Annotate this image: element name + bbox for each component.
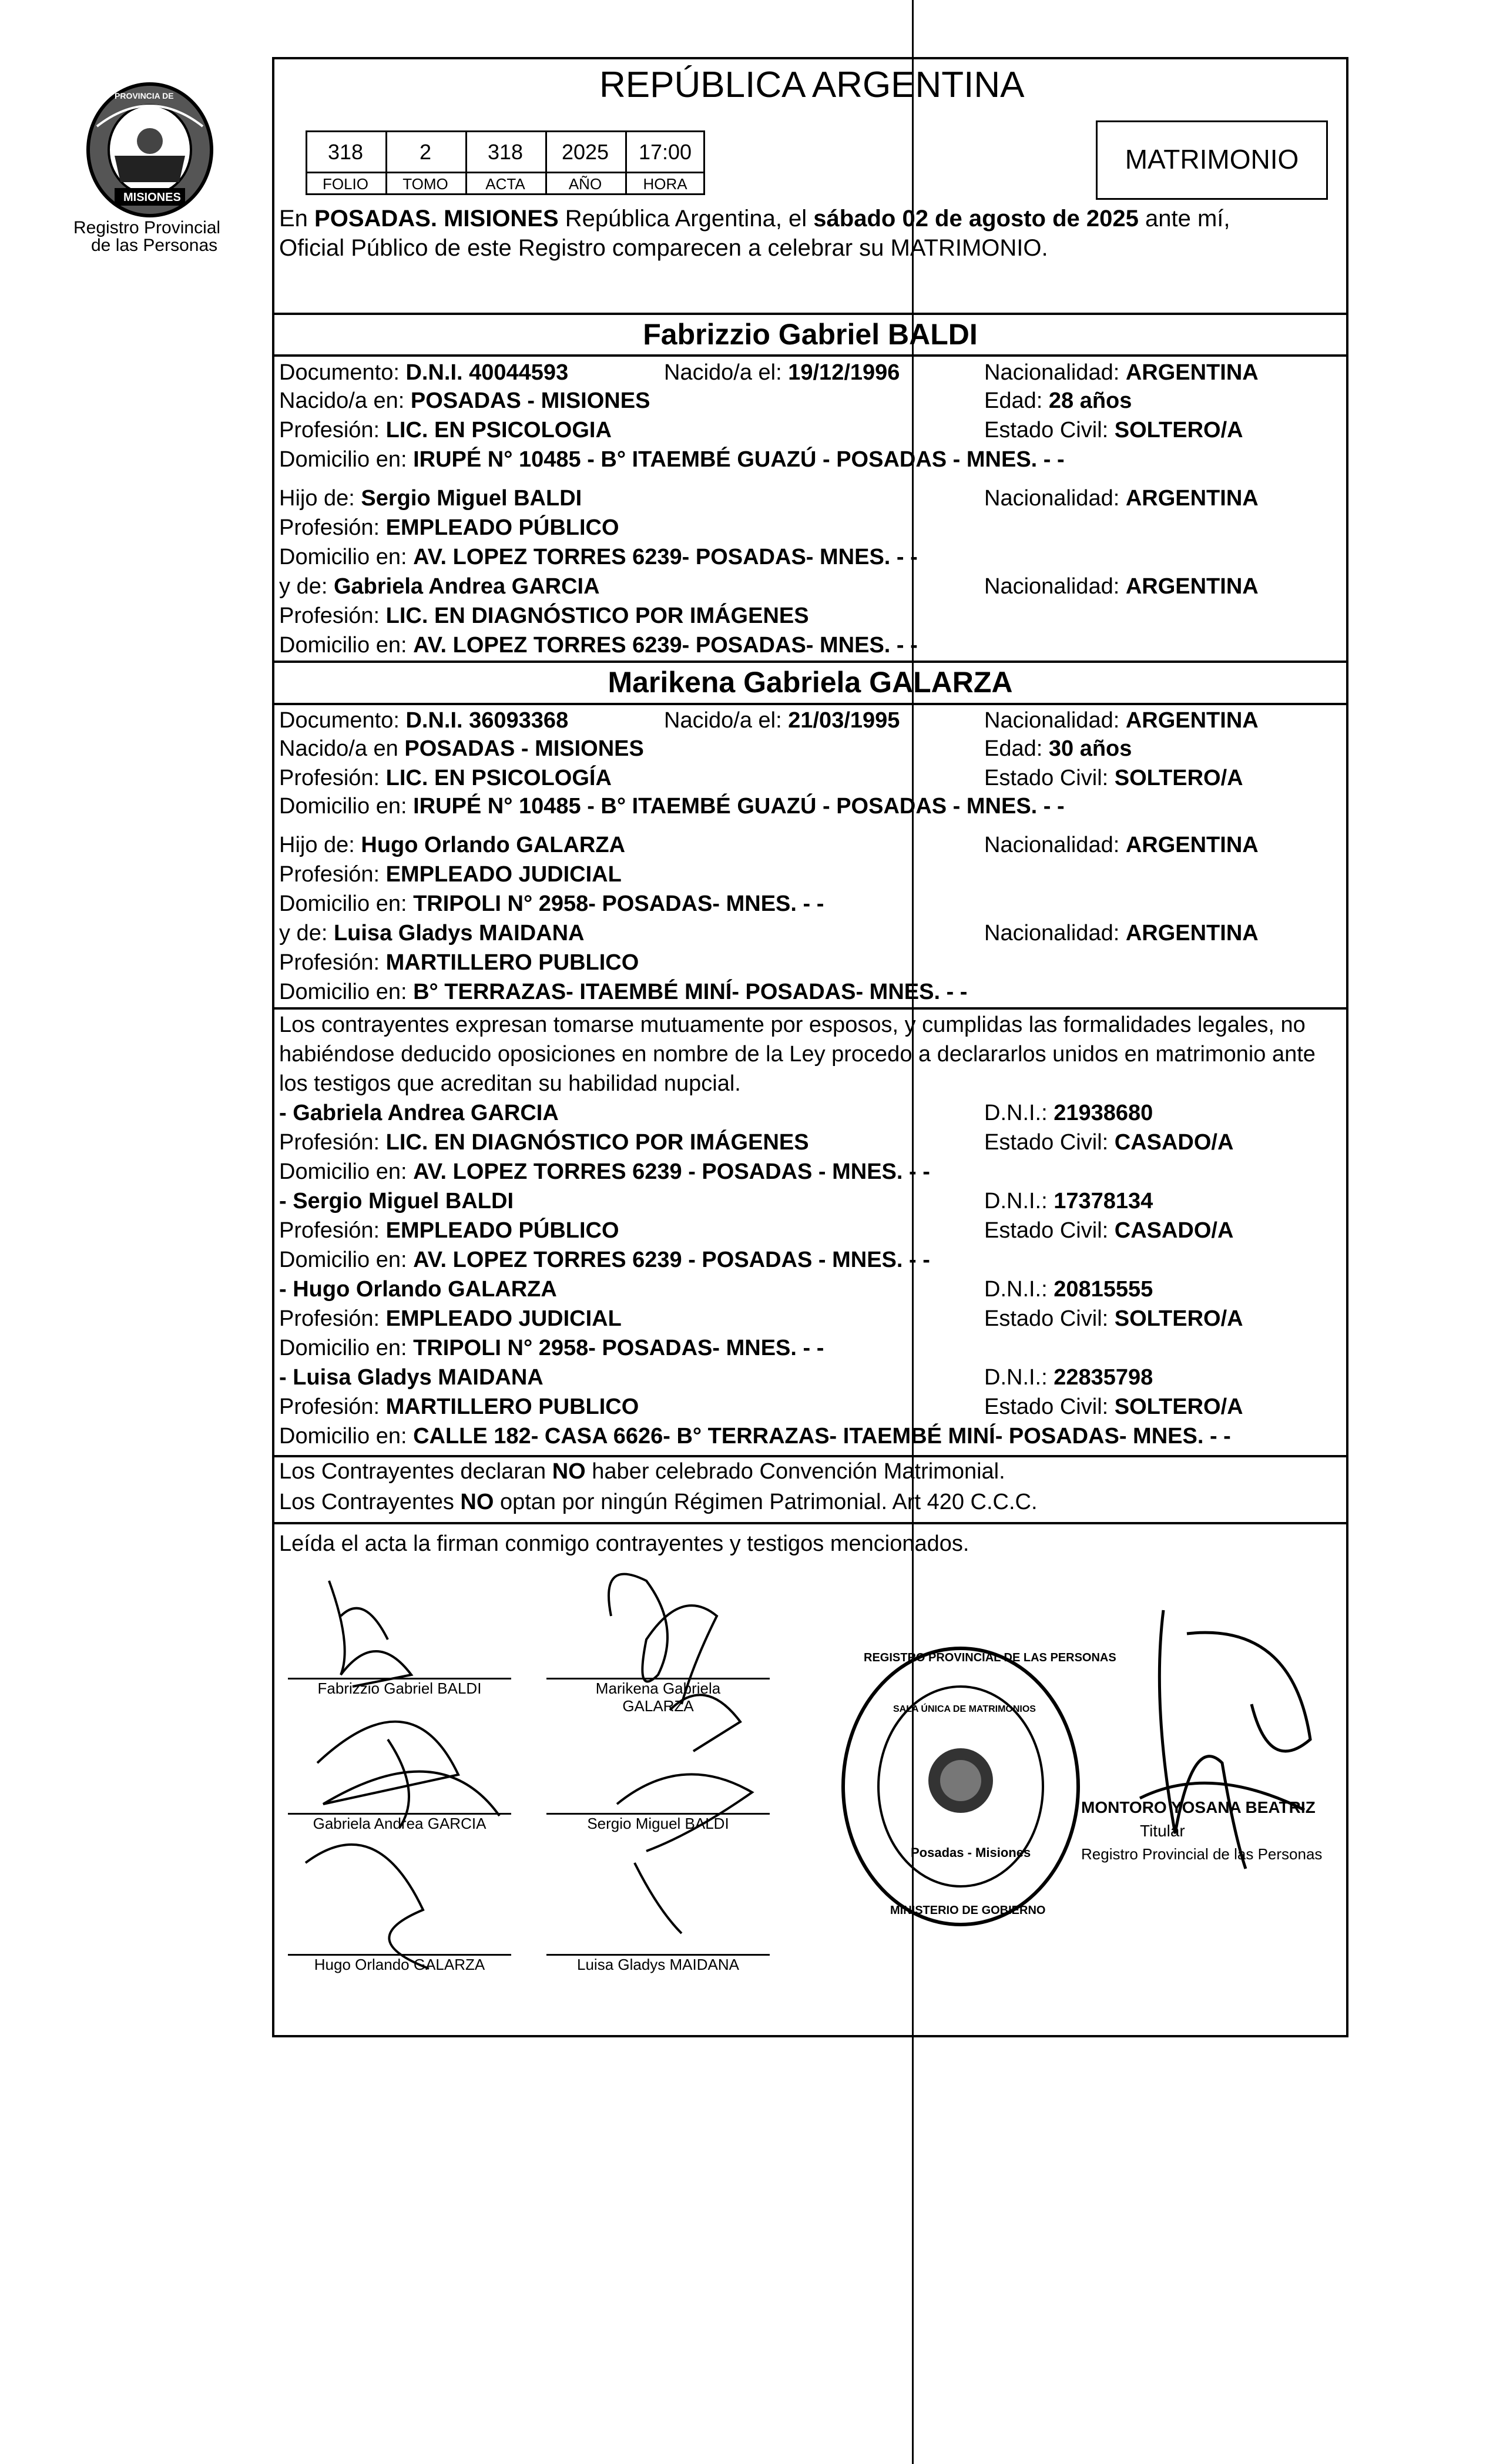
sig-witness-3: Hugo Orlando GALARZA — [314, 1956, 485, 1973]
bride-father-nationality: Nacionalidad: ARGENTINA — [984, 833, 1259, 857]
declaration-line-2: habiéndose deducido oposiciones en nombre de la Ley procedo a declararlos unidos en matrimonio ante — [279, 1042, 1316, 1067]
groom-mother-address: Domicilio en: AV. LOPEZ TORRES 6239- POSADAS- MNES. - - — [279, 633, 918, 658]
witness-2-name: - Sergio Miguel BALDI — [279, 1189, 514, 1213]
witness-4-civil: Estado Civil: SOLTERO/A — [984, 1394, 1243, 1419]
groom-mother: y de: Gabriela Andrea GARCIA — [279, 574, 600, 599]
convention-line-1: Los Contrayentes declaran NO haber celebrado Convención Matrimonial. — [279, 1459, 1005, 1484]
witness-2-civil: Estado Civil: CASADO/A — [984, 1218, 1234, 1243]
groom-father-nationality: Nacionalidad: ARGENTINA — [984, 486, 1259, 511]
witness-3-profession: Profesión: EMPLEADO JUDICIAL — [279, 1306, 622, 1331]
witness-3-civil: Estado Civil: SOLTERO/A — [984, 1306, 1243, 1331]
groom-profession: Profesión: LIC. EN PSICOLOGIA — [279, 418, 612, 442]
bride-address: Domicilio en: IRUPÉ N° 10485 - B° ITAEMBÉ GUAZÚ - POSADAS - MNES. - - — [279, 794, 1065, 819]
closing-text: Leída el acta la firman conmigo contrayentes y testigos mencionados. — [279, 1531, 969, 1556]
sig-witness-1: Gabriela Andrea GARCIA — [313, 1815, 487, 1832]
groom-father-address: Domicilio en: AV. LOPEZ TORRES 6239- POSADAS- MNES. - - — [279, 545, 918, 569]
sig-witness-2: Sergio Miguel BALDI — [587, 1815, 729, 1832]
groom-age: Edad: 28 años — [984, 388, 1132, 413]
page-title: REPÚBLICA ARGENTINA — [599, 65, 1025, 105]
divider — [272, 1522, 1348, 1524]
bride-mother-profession: Profesión: MARTILLERO PUBLICO — [279, 950, 639, 975]
witness-1-address: Domicilio en: AV. LOPEZ TORRES 6239 - POSADAS - MNES. - - — [279, 1159, 930, 1184]
groom-address: Domicilio en: IRUPÉ N° 10485 - B° ITAEMBÉ GUAZÚ - POSADAS - MNES. - - — [279, 447, 1065, 472]
witness-1-profession: Profesión: LIC. EN DIAGNÓSTICO POR IMÁGENES — [279, 1130, 809, 1155]
groom-nationality: Nacionalidad: ARGENTINA — [984, 360, 1259, 385]
witness-2-profession: Profesión: EMPLEADO PÚBLICO — [279, 1218, 619, 1243]
groom-father-profession: Profesión: EMPLEADO PÚBLICO — [279, 515, 619, 540]
tomo-label: TOMO — [402, 175, 448, 193]
sig-witness-4: Luisa Gladys MAIDANA — [577, 1956, 739, 1973]
tomo-value: 2 — [419, 140, 432, 164]
official-seal-icon — [834, 1640, 1087, 1933]
groom-father: Hijo de: Sergio Miguel BALDI — [279, 486, 582, 511]
witness-1-dni: D.N.I.: 21938680 — [984, 1101, 1153, 1125]
divider — [272, 661, 1348, 663]
bride-age: Edad: 30 años — [984, 736, 1132, 761]
bride-mother-nationality: Nacionalidad: ARGENTINA — [984, 921, 1259, 946]
witness-4-dni: D.N.I.: 22835798 — [984, 1365, 1153, 1390]
witness-3-name: - Hugo Orlando GALARZA — [279, 1277, 557, 1302]
witness-1-civil: Estado Civil: CASADO/A — [984, 1130, 1234, 1155]
acta-value: 318 — [487, 140, 524, 164]
declaration-line-3: los testigos que acreditan su habilidad nupcial. — [279, 1071, 741, 1096]
witness-2-dni: D.N.I.: 17378134 — [984, 1189, 1153, 1213]
logo-arc-bottom: MISIONES — [123, 191, 181, 204]
groom-mother-nationality: Nacionalidad: ARGENTINA — [984, 574, 1259, 599]
intro-line-1: En POSADAS. MISIONES República Argentina, el sábado 02 de agosto de 2025 ante mí, — [279, 206, 1230, 232]
sig-bride-1: Marikena Gabriela — [595, 1679, 721, 1697]
groom-birthplace: Nacido/a en: POSADAS - MISIONES — [279, 388, 650, 413]
logo-arc-top: PROVINCIA DE — [115, 91, 174, 100]
bride-mother-address: Domicilio en: B° TERRAZAS- ITAEMBÉ MINÍ- POSADAS- MNES. - - — [279, 980, 968, 1004]
seal-bottom-text: MINISTERIO DE GOBIERNO — [890, 1904, 1046, 1917]
fold-line — [912, 0, 914, 2464]
acta-label: ACTA — [485, 175, 525, 193]
divider — [272, 1007, 1348, 1010]
bride-father-address: Domicilio en: TRIPOLI N° 2958- POSADAS- MNES. - - — [279, 891, 824, 916]
bride-civil: Estado Civil: SOLTERO/A — [984, 766, 1243, 790]
groom-mother-profession: Profesión: LIC. EN DIAGNÓSTICO POR IMÁGENES — [279, 604, 809, 628]
bride-nationality: Nacionalidad: ARGENTINA — [984, 708, 1259, 733]
divider — [272, 1455, 1348, 1457]
groom-civil: Estado Civil: SOLTERO/A — [984, 418, 1243, 442]
divider — [272, 354, 1348, 357]
witness-4-name: - Luisa Gladys MAIDANA — [279, 1365, 544, 1390]
anio-label: AÑO — [568, 175, 602, 193]
seal-inner-text: SALA ÚNICA DE MATRIMONIOS — [893, 1704, 1036, 1714]
divider — [272, 703, 1348, 705]
provincial-logo — [73, 79, 221, 255]
witness-2-address: Domicilio en: AV. LOPEZ TORRES 6239 - POSADAS - MNES. - - — [279, 1248, 930, 1272]
intro-line-2: Oficial Público de este Registro comparecen a celebrar su MATRIMONIO. — [279, 235, 1048, 261]
witness-1-name: - Gabriela Andrea GARCIA — [279, 1101, 559, 1125]
officer-stamp-line-1: MONTORO YOSANA BEATRIZ — [1081, 1798, 1316, 1816]
anio-value: 2025 — [561, 140, 609, 164]
groom-birth: Nacido/a el: 19/12/1996 — [664, 360, 900, 385]
bride-birth: Nacido/a el: 21/03/1995 — [664, 708, 900, 733]
officer-signature — [1116, 1587, 1340, 1916]
witness-3-dni: D.N.I.: 20815555 — [984, 1277, 1153, 1302]
folio-value: 318 — [327, 140, 364, 164]
doc-type: MATRIMONIO — [1125, 144, 1299, 175]
witness-3-address: Domicilio en: TRIPOLI N° 2958- POSADAS- MNES. - - — [279, 1336, 824, 1360]
witness-4-address: Domicilio en: CALLE 182- CASA 6626- B° TERRAZAS- ITAEMBÉ MINÍ- POSADAS- MNES. - - — [279, 1424, 1231, 1449]
folio-label: FOLIO — [322, 175, 368, 193]
hora-value: 17:00 — [638, 140, 692, 164]
officer-stamp-line-3: Registro Provincial de las Personas — [1081, 1845, 1323, 1863]
bride-profession: Profesión: LIC. EN PSICOLOGÍA — [279, 766, 612, 790]
sig-groom: Fabrizzio Gabriel BALDI — [317, 1679, 482, 1697]
witness-4-profession: Profesión: MARTILLERO PUBLICO — [279, 1394, 639, 1419]
bride-doc: Documento: D.N.I. 36093368 — [279, 708, 569, 733]
logo-caption-2: de las Personas — [91, 236, 218, 255]
hora-label: HORA — [643, 175, 687, 193]
bride-father: Hijo de: Hugo Orlando GALARZA — [279, 833, 626, 857]
divider — [272, 313, 1348, 315]
seal-center-text: Posadas - Misiones — [911, 1845, 1031, 1860]
groom-doc: Documento: D.N.I. 40044593 — [279, 360, 569, 385]
officer-stamp-line-2: Titular — [1140, 1822, 1185, 1840]
groom-name: Fabrizzio Gabriel BALDI — [643, 318, 978, 351]
seal-outer-text: REGISTRO PROVINCIAL DE LAS PERSONAS — [864, 1651, 1116, 1664]
sig-bride-2: GALARZA — [622, 1697, 694, 1715]
record-fields — [306, 130, 705, 195]
bride-father-profession: Profesión: EMPLEADO JUDICIAL — [279, 862, 622, 887]
declaration-line-1: Los contrayentes expresan tomarse mutuamente por esposos, y cumplidas las formalidades legales, no — [279, 1013, 1306, 1037]
convention-line-2: Los Contrayentes NO optan por ningún Régimen Patrimonial. Art 420 C.C.C. — [279, 1490, 1038, 1514]
bride-birthplace: Nacido/a en POSADAS - MISIONES — [279, 736, 644, 761]
bride-name: Marikena Gabriela GALARZA — [608, 666, 1013, 699]
logo-caption-1: Registro Provincial — [73, 218, 221, 237]
bride-mother: y de: Luisa Gladys MAIDANA — [279, 921, 585, 946]
